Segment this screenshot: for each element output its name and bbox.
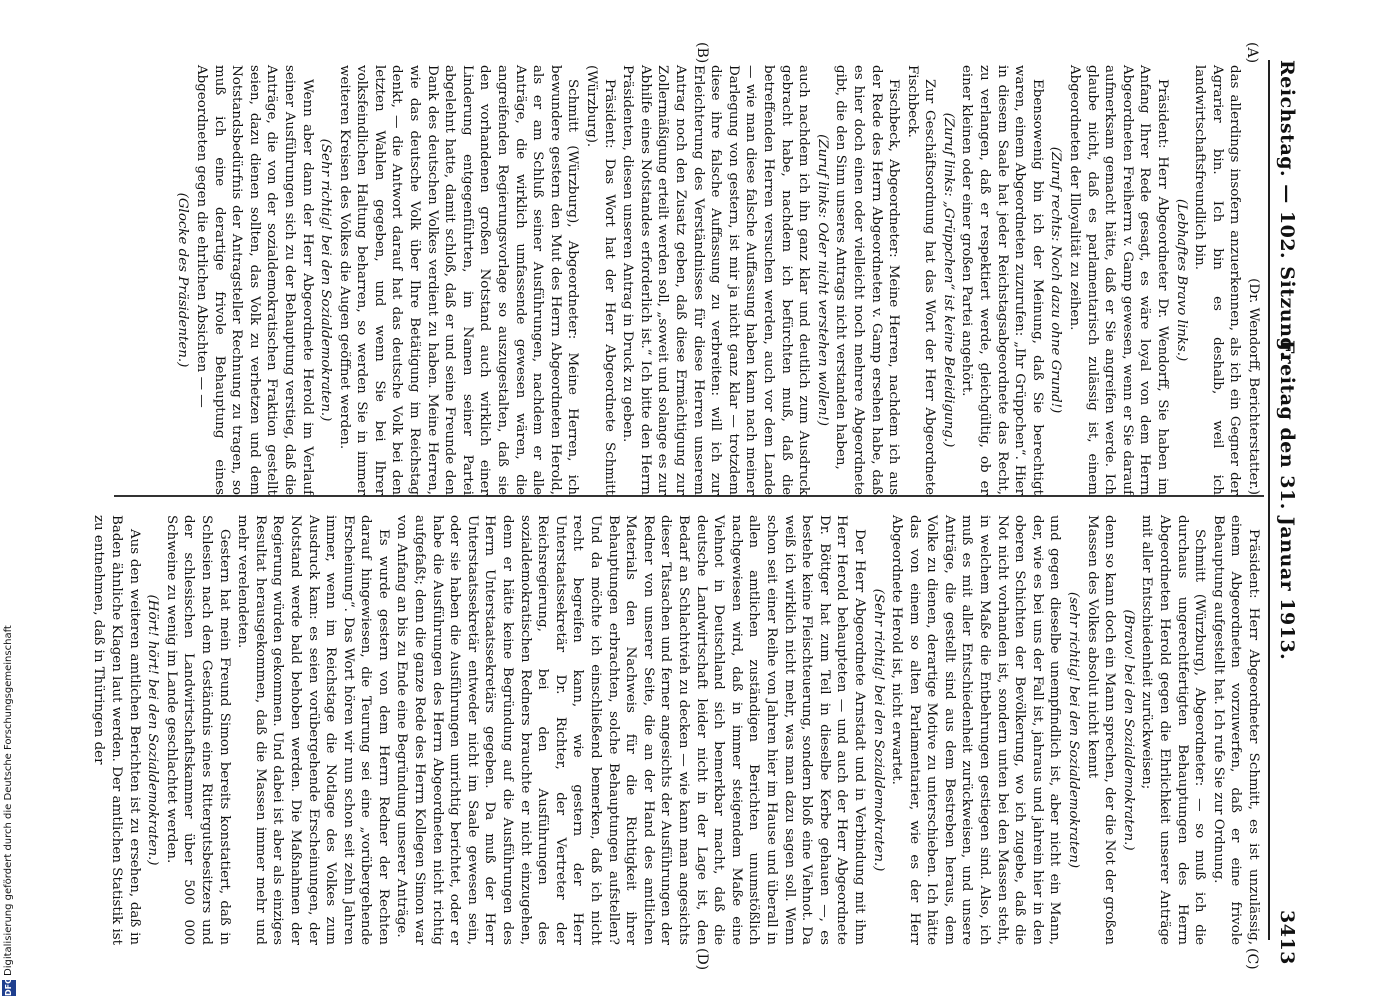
- margin-marker-d: (D): [694, 948, 710, 971]
- funding-credit: Digitalisierung gefördert durch die Deutsche Forschungsgemeinschaft: [3, 625, 14, 976]
- interjection: (Zuruf rechts: Noch dazu ohne Grund!): [1048, 146, 1064, 414]
- digitization-footer: [0, 0, 20, 1000]
- header-rule: [1268, 60, 1270, 940]
- interjection: (Zuruf links: „Grüppchen“ ist keine Beleidigung.): [940, 112, 956, 448]
- column-divider: [114, 495, 1264, 497]
- interjection: (Zuruf links: Oder nicht verstehen wollen!): [814, 134, 830, 426]
- paragraph: Schmitt (Würzburg), Abgeordneter: — so muß ich die durchaus ungerechtfertigten Behauptungen des Herrn Abgeordneten Herold gegen die Ehrlichkeit unserer Anträge mit aller Entschiedenheit zurückweisen;: [1139, 515, 1208, 945]
- paragraph: Ebensowenig bin ich der Meinung, daß Sie berechtigt waren, einem Abgeordneten zuzurufen: „Ihr Grüppchen“. Hier in diesem Saale hat jeder Reichstagsabgeordnete das Recht, zu verlangen, daß er respektiert werde, gleichgültig, ob er einer kleinen oder einer großen Partei angehört.: [959, 65, 1045, 495]
- paragraph: Aus den weiteren amtlichen Berichten ist zu ersehen, daß in Baden ähnliche Klagen laut werden. Der amtlichen Statistik ist zu entnehmen, daß in Thüringen der: [91, 515, 142, 945]
- interjection: (Lebhaftes Bravo links.): [1173, 198, 1189, 362]
- interjection: (Bravo! bei den Sozialdemokraten.): [1120, 609, 1136, 851]
- dfg-logo: DFG: [2, 980, 16, 996]
- paragraph: Präsident: Herr Abgeordneter Dr. Wendorff, Sie haben im Anfang Ihrer Rede gesagt, es wäre loyal von dem Herrn Abgeordneten Freiherrn v. Gamp gewesen, wenn er Sie darauf aufmerksam gemacht hätte, daß er Sie angreifen werde. Ich glaube nicht, daß es parlamentarisch zulässig ist, einem Abgeordneten der Illoyalität zu zeihen.: [1067, 65, 1171, 495]
- interjection: (Hört! hört! bei den Sozialdemokraten.): [145, 594, 161, 866]
- paragraph: Fischbeck, Abgeordneter: Meine Herren, nachdem ich aus der Rede des Herrn Abgeordneten v. Gamp ersehen habe, daß es hier doch einen oder vielleicht noch mehrere Abgeordnete gibt, die den Sinn unseres Antrags nicht verstanden haben,: [833, 65, 902, 495]
- paragraph: das allerdings insofern anzuerkennen, als ich ein Gegner der Agrarier bin. Ich bin es deshalb, weil ich landwirtschaftsfreundlich bin.: [1192, 65, 1243, 495]
- paragraph: und gegen dieselbe unempfindlich ist, aber nicht ein Mann, der, wie es bei uns der Fall ist, jahraus und jahrein hier in den oberen Schichten der Bevölkerung, wo ich zugebe, daß die Not nicht vorhanden ist, sondern unten bei den Massen steht, in welchem Maße die Entbehrungen gestiegen sind. Also, ich muß es mit aller Entschiedenheit zurückweisen, und unsere Anträge, die gestellt sind aus dem Bestreben heraus, dem Volke zu dienen, derartige Motive zu unterschieben. Ich hätte das von einem so alten Parlamentarier, wie es der Herr Abgeordnete Herold ist, nicht erwartet.: [889, 515, 1063, 945]
- paragraph: Schmitt (Würzburg), Abgeordneter: Meine Herren, ich bewundere gestern den Mut des Herrn Abgeordneten Herold, als er am Schluß seiner Ausführungen, nachdem er alle Anträge, die wirklich umfassende gewesen wären, die angreifenden Regierungsvorlage so auszugestalten, daß sie den vorhandenen großen Notstand auch wirklich einer Linderung entgegenführten, im Namen seiner Partei abgelehnt hatte, damit schloß, daß er und seine Freunde den Dank des deutschen Volkes verdient zu haben. Meine Herren, wie das deutsche Volk über Ihre Betätigung im Reichstag denkt, — die Antwort darauf hat das deutsche Volk bei den letzten Wahlen gegeben, und wenn Sie bei Ihrer volksfeindlichen Haltung beharren, so werden Sie in immer weiteren Kreisen des Volkes die Augen geöffnet werden.: [336, 65, 581, 495]
- paragraph: denn so kann doch ein Mann sprechen, der die Not der großen Massen des Volkes absolut nicht kennt: [1084, 515, 1118, 945]
- speaker-note: (Dr. Wendorff, Berichterstatter.): [1246, 278, 1261, 495]
- left-column: [112, 65, 1262, 495]
- interjection: (Glocke des Präsidenten.): [175, 192, 191, 368]
- paragraph: Wenn aber dann der Herr Abgeordnete Herold im Verlauf seiner Ausführungen sich zu der Behauptung verstieg, daß die Anträge, die von der sozialdemokratischen Fraktion gestellt seien, dazu dienen sollten, das Volk zu verhetzen und dem Notstandsbedürfnis der Antragsteller Rechnung zu tragen, so muß ich eine derartige frivole Behauptung eines Abgeordneten gegen die ehrlichen Absichten — —: [193, 65, 315, 495]
- margin-marker-b: (B): [694, 42, 710, 64]
- page-number: 3413: [1276, 910, 1298, 965]
- paragraph: Zur Geschäftsordnung hat das Wort der Herr Abgeordnete Fischbeck.: [904, 65, 938, 495]
- paragraph: Es wurde gestern von dem Herrn Redner der Rechten darauf hingewiesen, die Teurung sei eine „vorübergehende Erscheinung“. Das Wort hören wir nun schon seit zehn Jahren immer, wenn im Reichstage die Notlage des Volkes zum Ausdruck kam: es seien vorübergehende Erscheinungen, der Notstand werde bald behoben werden. Die Maßnahmen der Regierung würden gekommen. Und dabei ist aber als einziges Resultat herausgekommen, daß die Massen immer mehr und mehr verelendeten.: [235, 515, 391, 945]
- header-date: Freitag den 31. Januar 1913.: [1276, 340, 1298, 661]
- right-column: [91, 515, 1262, 945]
- interjection: (sehr richtig! bei den Sozialdemokraten): [1066, 591, 1082, 869]
- running-header: [1272, 40, 1302, 965]
- paragraph: Der Herr Abgeordnete Arnstadt und in Verbindung mit ihm Herr Herold behaupteten — und auch der Herr Abgeordnete Dr. Böttger hat zum Teil in dieselbe Kerbe gehauen —, es bestehe keine Fleischteuerung, sondern bloß eine Viehnot. Da weiß ich wirklich nicht mehr, was man dazu sagen soll. Wenn schon seit einer Reihe von Jahren hier im Hause und überall in allen amtlichen zuständigen Berichten unumstößlich nachgewiesen wird, daß in immer steigendem Maße eine Viehnot in Deutschland sich bemerkbar macht, daß die deutsche Landwirtschaft leider nicht in der Lage ist, den Bedarf an Schlachtvieh zu decken — wie kann man angesichts dieser Tatsachen und ferner angesichts der Ausführungen der Redner von unserer Seite, die an der Hand des amtlichen Materials den Nachweis für die Richtigkeit ihrer Behauptungen erbrachten, solche Behauptungen aufstellen? Und da möchte ich einschließend bemerken, daß ich nicht recht begreifen kann, wie gestern der Herr Unterstaatssekretär Dr. Richter, der Vertreter der Reichsregierung, bei den Ausführungen des sozialdemokratischen Redners brauchte er nicht einzugehen, denn er hätte keine Begründung auf die Ausführungen des Herrn Unterstaatssekretärs gegeben. Da muß der Herr Unterstaatssekretär entweder nicht im Saale gewesen sein, oder sie haben die Ausführungen unrichtig berichtet, oder er habe die Ausführungen des Herrn Abgeordneten nicht richtig aufgefaßt; denn die ganze Rede des Herrn Kollegen Simon war von Anfang an bis zu Ende eine Begründung unserer Anträge.: [394, 515, 867, 945]
- paragraph: Präsident: Das Wort hat der Herr Abgeordnete Schmitt (Würzburg).: [584, 65, 617, 495]
- rotated-document-page: [91, 0, 1310, 1000]
- paragraph: Gestern hat mein Freund Simon bereits konstatiert, daß in Schlesien nach dem Geständnis eines Rittergutsbesitzers und der schlesischen Landwirtschaftskammer über 500 000 Schweine zu wenig im Lande geschlachtet werden.: [163, 515, 232, 945]
- paragraph: auch nachdem ich ihn ganz klar und deutlich zum Ausdruck gebracht habe, nachdem ich befürchten muß, daß die betreffenden Herren versuchen werden, auch vor dem Lande — wie man diese falsche Auffassung haben kann nach meiner Darlegung von gestern, ist mir ja nicht ganz klar — trotzdem diese ihre falsche Auffassung zu verbreiten: will ich zur Erleichterung des Verständnisses für diese Herren unserem Antrag noch den Zusatz geben, daß diese Ermächtigung zur Zollermäßigung erteilt werden soll, „soweit und solange es zur Abhilfe eines Notstandes erforderlich ist.“ Ich bitte den Herrn Präsidenten, diesen unseren Antrag in Druck zu geben.: [620, 65, 812, 495]
- header-title: Reichstag. — 102. Sitzung.: [1276, 60, 1298, 359]
- interjection: (Sehr richtig! bei den Sozialdemokraten.): [870, 588, 886, 872]
- paragraph: Präsident: Herr Abgeordneter Schmitt, es ist unzulässig, einem Abgeordneten vorzuwerfen, daß er eine frivole Behauptung aufgestellt hat. Ich rufe Sie zur Ordnung.: [1210, 515, 1261, 945]
- interjection: (Sehr richtig! bei den Sozialdemokraten.): [318, 138, 334, 422]
- margin-marker-a: (A): [1244, 42, 1260, 64]
- margin-marker-c: (C): [1244, 948, 1260, 970]
